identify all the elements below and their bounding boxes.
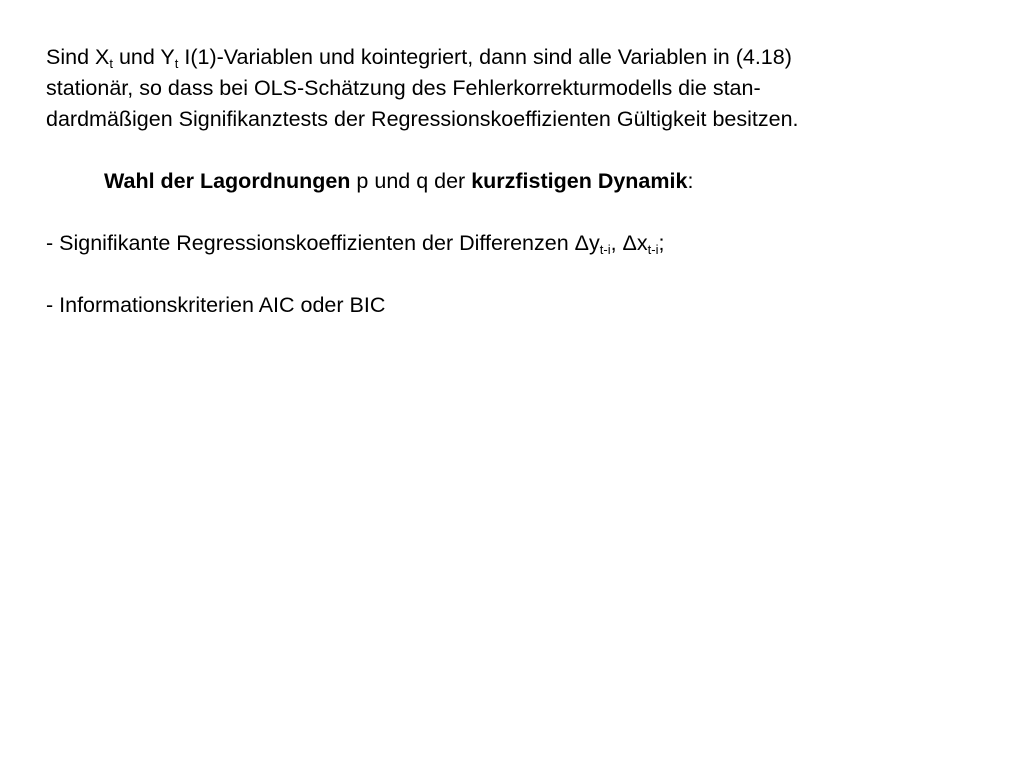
bullet-1-text: - Signifikante Regressionskoeffizienten der Differenzen Δy <box>46 231 600 255</box>
dx-subscript: t-i <box>647 242 659 257</box>
bullet-item-1 <box>46 228 1006 259</box>
slide-content <box>46 42 1006 321</box>
heading-mid-text: p und q der <box>350 169 472 193</box>
y-subscript: t <box>174 56 179 71</box>
spacer <box>46 135 1006 166</box>
intro-line-3: dardmäßigen Signifikanztests der Regressionskoeffizienten Gültigkeit besitzen. <box>46 107 799 131</box>
intro-line-2: stationär, so dass bei OLS-Schätzung des Fehlerkorrekturmodells die stan- <box>46 76 761 100</box>
intro-sind-text: Sind X <box>46 45 110 69</box>
bullet-1-end: ; <box>658 231 665 255</box>
heading-bold-dynamik: kurzfistigen Dynamik <box>471 169 688 193</box>
bullet-item-2: - Informationskriterien AIC oder BIC <box>46 293 386 317</box>
x-subscript: t <box>109 56 113 71</box>
heading-colon: : <box>687 169 694 193</box>
spacer <box>46 259 1006 290</box>
bullet-1-separator: , Δx <box>610 231 648 255</box>
section-heading <box>46 166 1006 197</box>
intro-und-text: und Y <box>112 45 175 69</box>
dy-subscript: t-i <box>599 242 611 257</box>
heading-bold-lagordnungen: Wahl der Lagordnungen <box>104 169 351 193</box>
intro-line-1 <box>46 42 1006 73</box>
spacer <box>46 197 1006 228</box>
intro-rest-text: I(1)-Variablen und kointegriert, dann sind alle Variablen in (4.18) <box>178 45 792 69</box>
